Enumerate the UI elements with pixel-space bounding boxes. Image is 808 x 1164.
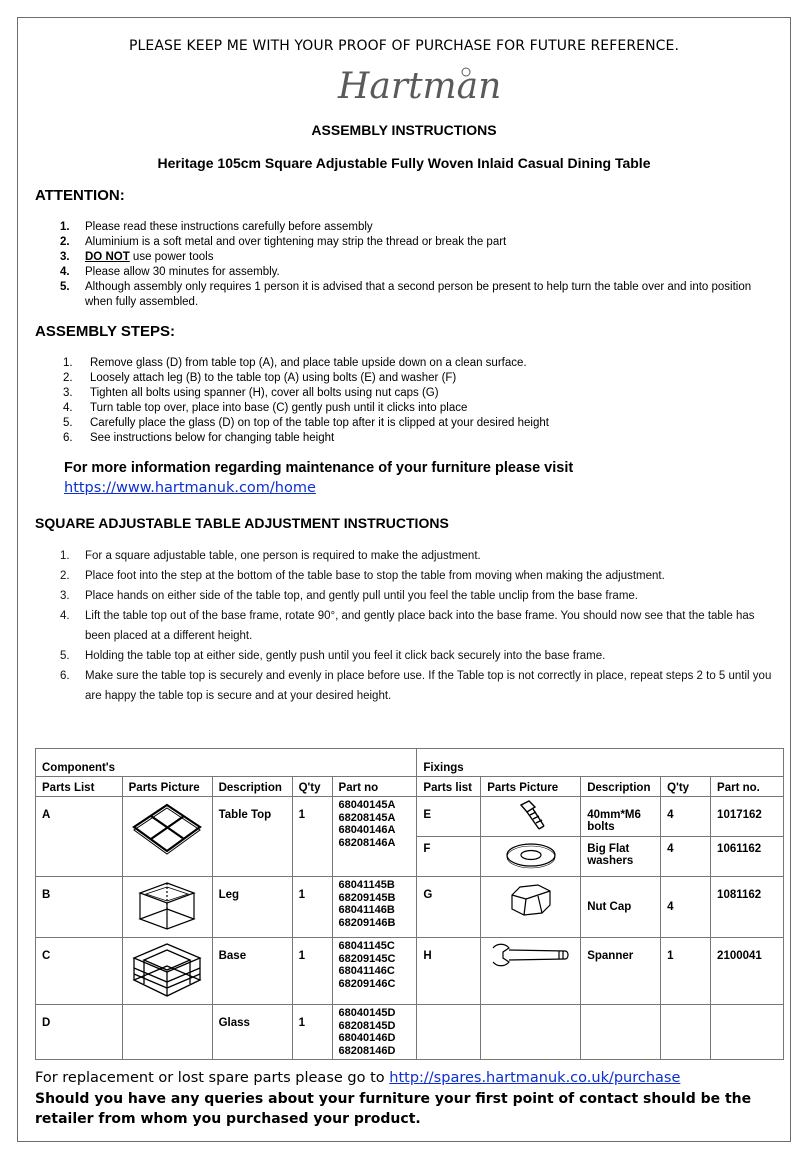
leg-frame-icon [122,877,212,938]
maintenance-text: For more information regarding maintenance of your furniture please visit [64,460,574,476]
attention-item: 1. Please read these instructions carefully before assembly [60,221,373,233]
col-f-description: Description [581,777,661,797]
assembly-step: 1. Remove glass (D) from table top (A), and place table upside down on a clean surface. [63,357,527,369]
table-row: A Table Top 1 68040145A 68208145A 68040146A 68208146A E 40mm*M6 bolts 4 1017162 [36,797,784,837]
col-description: Description [212,777,292,797]
adjustment-step: 4. Lift the table top out of the base frame, rotate 90°, and gently place back into the base frame. You should now see that the table has been placed at a different height. [60,610,755,642]
assembly-step: 6. See instructions below for changing table height [63,432,335,444]
adjustment-step: 2. Place foot into the step at the bottom of the table base to stop the table from moving when making the adjustment. [60,570,665,582]
components-label: Component's [36,749,417,777]
logo-wordmark: Hartman [338,66,502,107]
attention-heading: ATTENTION: [35,187,125,204]
col-f-qty: Q'ty [661,777,711,797]
replacement-note: For replacement or lost spare parts please go to http://spares.hartmanuk.co.uk/purchase [35,1070,681,1086]
table-row: F Big Flat washers 4 1061162 [36,837,784,877]
attention-item: 4. Please allow 30 minutes for assembly. [60,266,280,278]
col-f-parts-picture: Parts Picture [481,777,581,797]
assembly-step: 4. Turn table top over, place into base (C) gently push until it clicks into place [63,402,468,414]
assembly-step: 2. Loosely attach leg (B) to the table top (A) using bolts (E) and washer (F) [63,372,457,384]
maintenance-link[interactable]: https://www.hartmanuk.com/home [64,480,316,496]
assembly-steps [63,356,778,446]
parts-table [35,748,784,1060]
part-numbers: 68040145A 68208145A 68040146A 68208146A [332,797,417,877]
assembly-step: 5. Carefully place the glass (D) on top of the table top after it is clipped at your desired height [63,417,549,429]
assembly-heading: ASSEMBLY STEPS: [35,323,176,340]
col-parts-list: Parts List [36,777,123,797]
attention-item: 5. Although assembly only requires 1 person it is advised that a second person be present to help turn the table over and into position when fully assembled. [60,281,752,308]
part-numbers: 68040145D 68208145D 68040146D 68208146D [332,1005,417,1060]
part-numbers: 68041145B 68209145B 68041146B 68209146B [332,877,417,938]
hartman-logo [330,58,502,112]
attention-list [60,220,775,310]
part-numbers: 68041145C 68209145C 68041146C 68209146C [332,938,417,1005]
product-name: Heritage 105cm Square Adjustable Fully Woven Inlaid Casual Dining Table [157,155,651,171]
washer-icon [481,837,581,877]
spanner-icon [481,938,581,1005]
adjustment-step: 3. Place hands on either side of the table top, and gently pull until you feel the table unclip from the base frame. [60,590,638,602]
adjustment-heading: SQUARE ADJUSTABLE TABLE ADJUSTMENT INSTRUCTIONS [35,515,449,531]
adjustment-step: 5. Holding the table top at either side, gently push until you feel it click back securely into the base frame. [60,650,606,662]
col-parts-picture: Parts Picture [122,777,212,797]
bolt-icon [481,797,581,837]
glass-picture-empty [122,1005,212,1060]
base-frame-icon [122,938,212,1005]
col-f-parts-list: Parts list [417,777,481,797]
nut-cap-icon [481,877,581,938]
adjustment-step: 1. For a square adjustable table, one person is required to make the adjustment. [60,550,481,562]
adjustment-steps [60,546,780,706]
col-f-part-no: Part no. [711,777,784,797]
col-qty: Q'ty [292,777,332,797]
col-part-no: Part no [332,777,417,797]
assembly-step: 3. Tighten all bolts using spanner (H), cover all bolts using nut caps (G) [63,387,439,399]
attention-item: 2. Aluminium is a soft metal and over tightening may strip the thread or break the part [60,236,507,248]
table-row: D Glass 1 68040145D 68208145D 68040146D 68208146D [36,1005,784,1060]
table-row: C Base 1 68041145C 68209145C 68041146C 68209146C H Spanner 1 2100041 [36,938,784,1005]
page-title: ASSEMBLY INSTRUCTIONS [311,122,497,138]
fixings-label: Fixings [417,749,784,777]
queries-note: Should you have any queries about your furniture your first point of contact should be the retailer from whom you purchased your product. [35,1091,752,1127]
table-row: B Leg 1 68041145B 68209145B 68041146B 68209146B G Nut Cap 4 1081162 [36,877,784,938]
keep-notice: PLEASE KEEP ME WITH YOUR PROOF OF PURCHASE FOR FUTURE REFERENCE. [128,38,680,54]
replacement-link[interactable]: http://spares.hartmanuk.co.uk/purchase [389,1070,681,1086]
adjustment-step: 6. Make sure the table top is securely and evenly in place before use. If the Table top is not correctly in place, repeat steps 2 to 5 until you are happy the table top is secure and at your desired height. [60,670,772,702]
table-top-icon [122,797,212,877]
attention-item: 3. DO NOT use power tools [60,251,214,263]
